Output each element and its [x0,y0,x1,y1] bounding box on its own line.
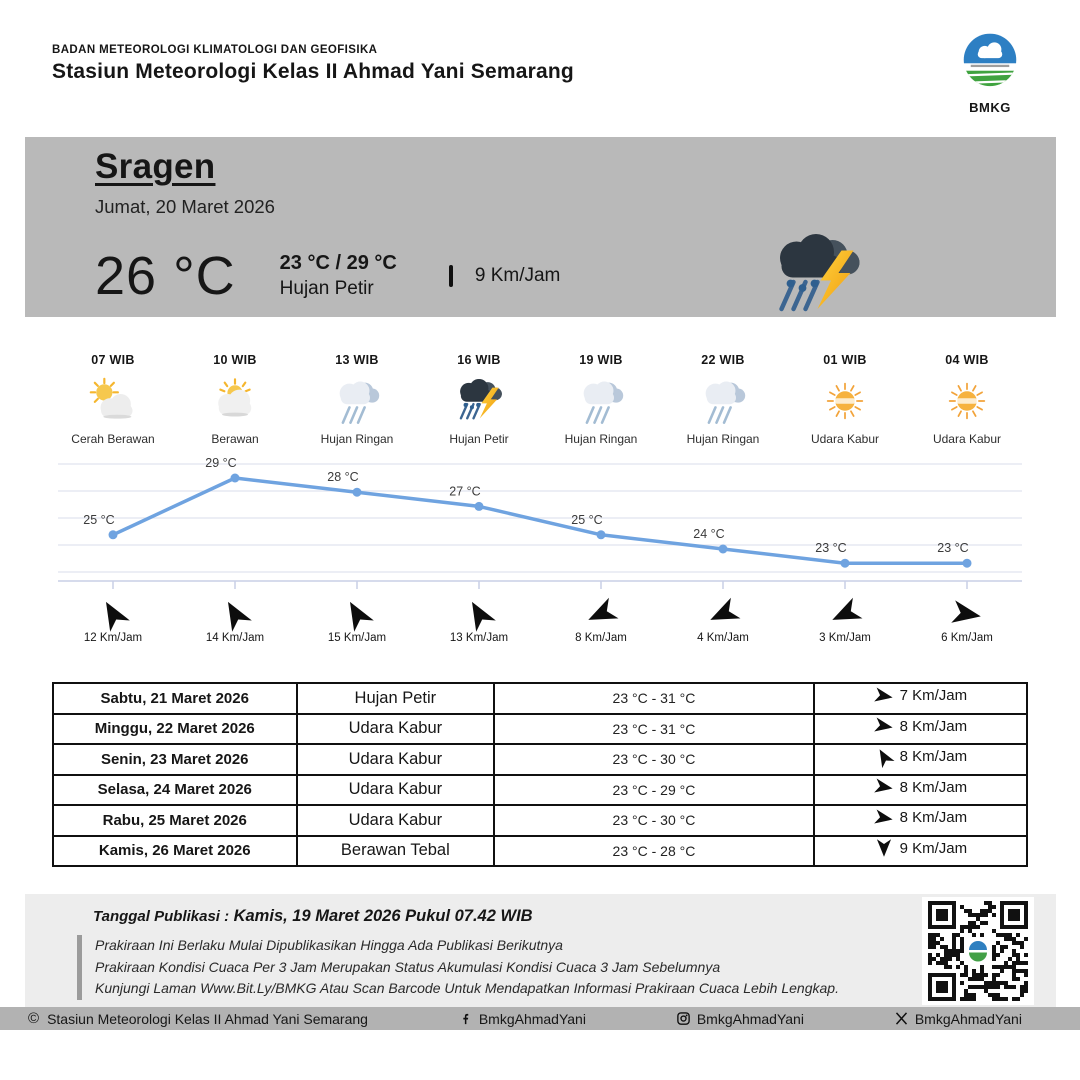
forecast-condition: Berawan Tebal [297,836,495,867]
svg-text:25 °C: 25 °C [83,512,115,527]
facebook-link[interactable] [458,1011,586,1027]
hour-condition: Hujan Ringan [564,432,638,446]
forecast-wind-cell [814,805,1027,836]
bmkg-logo-label: BMKG [969,100,1011,115]
wind-dart-icon [457,592,501,636]
wind-dart-icon [824,593,867,636]
forecast-wind-speed: 8 Km/Jam [899,778,968,796]
wind-dart-icon [335,592,379,636]
bmkg-logo [962,30,1018,115]
forecast-temp-range: 23 °C - 31 °C [494,714,813,745]
wind-item [296,594,418,644]
current-wind-speed: 9 Km/Jam [474,265,561,286]
wind-speed-label: 13 Km/Jam [449,632,509,644]
twitter-handle: BmkgAhmadYani [914,1010,1022,1027]
minmax-block [280,252,397,300]
station-name: Stasiun Meteorologi Kelas II Ahmad Yani Semarang [52,60,574,83]
wind-speed-label: 4 Km/Jam [697,632,749,644]
forecast-table [52,682,1028,867]
forecast-temp-range: 23 °C - 30 °C [494,805,813,836]
forecast-condition: Udara Kabur [297,805,495,836]
wind-dart-icon [702,593,745,636]
hourly-item [906,353,1028,446]
header [0,0,1080,137]
hour-label: 10 WIB [213,353,257,367]
svg-text:23 °C: 23 °C [815,541,847,556]
wind-dart-icon [948,595,985,632]
publication-label: Tanggal Publikasi : [93,908,230,925]
rain-icon [575,375,627,427]
hour-condition: Udara Kabur [810,432,880,446]
wind-item [540,594,662,644]
wind-item [174,594,296,644]
facebook-handle: BmkgAhmadYani [478,1010,586,1027]
hour-label: 07 WIB [91,353,135,367]
hourly-item [540,353,662,446]
hour-label: 04 WIB [945,353,989,367]
forecast-temp-range: 23 °C - 31 °C [494,683,813,714]
forecast-wind-cell [814,744,1027,775]
city-name[interactable]: Sragen [95,147,216,186]
wind-dart-icon [91,592,135,636]
forecast-day: Selasa, 24 Maret 2026 [53,775,297,806]
hour-condition: Cerah Berawan [71,432,155,446]
svg-text:29 °C: 29 °C [205,456,237,470]
wind-dart-icon [872,684,895,707]
forecast-wind-cell [814,683,1027,714]
wind-speed-label: 3 Km/Jam [819,632,871,644]
forecast-temp-range: 23 °C - 30 °C [494,744,813,775]
x-icon [894,1011,909,1026]
forecast-wind-speed: 9 Km/Jam [899,839,968,857]
hour-condition: Udara Kabur [932,432,1002,446]
forecast-wind-speed: 8 Km/Jam [899,748,968,766]
header-text [52,44,574,84]
wind-speed-label: 8 Km/Jam [575,632,627,644]
hourly-item [418,353,540,446]
hourly-forecast [52,353,1028,446]
forecast-wind-cell [814,714,1027,745]
haze-icon [941,375,993,427]
wind-dart-icon [872,806,895,829]
publication-line [93,907,1056,926]
forecast-condition: Hujan Petir [297,683,495,714]
forecast-day: Rabu, 25 Maret 2026 [53,805,297,836]
qr-code-image [928,901,1028,1001]
current-temperature: 26 °C [95,246,236,306]
copyright [28,1010,368,1027]
hourly-item [784,353,906,446]
forecast-wind-speed: 7 Km/Jam [899,687,968,705]
wind-dart-icon [872,715,895,738]
haze-icon [819,375,871,427]
forecast-temp-range: 23 °C - 29 °C [494,775,813,806]
wind-item [784,594,906,644]
forecast-day: Sabtu, 21 Maret 2026 [53,683,297,714]
footer-notes [77,935,1056,1000]
forecast-condition: Udara Kabur [297,744,495,775]
hour-condition: Hujan Ringan [320,432,394,446]
wind-dart-icon [872,776,895,799]
forecast-row [53,744,1027,775]
wind-speed-label: 15 Km/Jam [327,632,387,644]
instagram-link[interactable] [676,1011,804,1027]
svg-text:23 °C: 23 °C [937,541,969,556]
forecast-wind-cell [814,775,1027,806]
footer [25,894,1056,1007]
rain-icon [331,375,383,427]
wind-dart-icon [580,593,623,636]
twitter-x-link[interactable] [894,1011,1022,1027]
wind-item [52,594,174,644]
svg-text:24 °C: 24 °C [693,527,725,541]
instagram-handle: BmkgAhmadYani [696,1010,804,1027]
forecast-row [53,836,1027,867]
copyright-text: Stasiun Meteorologi Kelas II Ahmad Yani Semarang [47,1010,368,1027]
hourly-item [52,353,174,446]
current-date: Jumat, 20 Maret 2026 [95,196,275,217]
rain-icon [697,375,749,427]
hour-condition: Berawan [211,432,259,446]
wind-row [52,594,1028,644]
wind-item [906,594,1028,644]
svg-text:28 °C: 28 °C [327,470,359,485]
forecast-day: Kamis, 26 Maret 2026 [53,836,297,867]
forecast-wind-speed: 8 Km/Jam [899,809,968,827]
instagram-icon [676,1011,691,1026]
copyright-icon: © [28,1010,40,1027]
svg-text:25 °C: 25 °C [571,512,603,527]
wind-speed-label: 6 Km/Jam [941,632,993,644]
hour-condition: Hujan Ringan [686,432,760,446]
temperature-line-chart [52,452,1028,594]
footer-note: Kunjungi Laman Www.Bit.Ly/BMKG Atau Scan Barcode Untuk Mendapatkan Informasi Prakiraan Cuaca Lebih Lengkap. [95,980,839,996]
wind-item [662,594,784,644]
svg-text:27 °C: 27 °C [449,484,481,499]
hourly-item [662,353,784,446]
hour-label: 13 WIB [335,353,379,367]
wind-direction-icon [449,265,453,287]
hour-label: 19 WIB [579,353,623,367]
current-wind [449,265,561,287]
hour-label: 22 WIB [701,353,745,367]
forecast-temp-range: 23 °C - 28 °C [494,836,813,867]
current-conditions-card [25,137,1056,317]
wind-item [418,594,540,644]
hour-condition: Hujan Petir [449,432,509,446]
forecast-row [53,805,1027,836]
hourly-item [296,353,418,446]
wind-speed-label: 14 Km/Jam [205,632,265,644]
qr-code [922,897,1034,1005]
temp-range: 23 °C / 29 °C [279,252,397,274]
footer-note: Prakiraan Ini Berlaku Mulai Dipublikasikan Hingga Ada Publikasi Berikutnya [95,937,563,953]
forecast-row [53,714,1027,745]
hourly-item [174,353,296,446]
facebook-icon [458,1011,473,1026]
forecast-condition: Udara Kabur [297,775,495,806]
current-weather-icon [766,231,866,321]
hour-label: 01 WIB [823,353,867,367]
wind-dart-icon [213,592,257,636]
forecast-condition: Udara Kabur [297,714,495,745]
forecast-row [53,775,1027,806]
footer-note: Prakiraan Kondisi Cuaca Per 3 Jam Merupakan Status Akumulasi Kondisi Cuaca 3 Jam Sebelumnya [95,958,721,975]
forecast-wind-cell [814,836,1027,867]
wind-dart-icon [870,743,897,770]
temperature-chart [52,452,1028,594]
sun-cloud-icon [87,375,139,427]
cloud-icon [209,375,261,427]
agency-name: BADAN METEOROLOGI KLIMATOLOGI DAN GEOFISIKA [52,44,378,56]
wind-dart-icon [874,838,894,858]
forecast-row [53,683,1027,714]
hour-label: 16 WIB [457,353,501,367]
current-condition: Hujan Petir [279,278,374,299]
forecast-day: Minggu, 22 Maret 2026 [53,714,297,745]
publication-value: Kamis, 19 Maret 2026 Pukul 07.42 WIB [233,907,533,925]
storm-icon [453,375,505,427]
wind-speed-label: 12 Km/Jam [83,632,143,644]
bmkg-logo-icon [962,30,1018,102]
bottom-bar [0,1007,1080,1030]
forecast-wind-speed: 8 Km/Jam [899,717,968,735]
forecast-day: Senin, 23 Maret 2026 [53,744,297,775]
current-row [95,231,1056,321]
